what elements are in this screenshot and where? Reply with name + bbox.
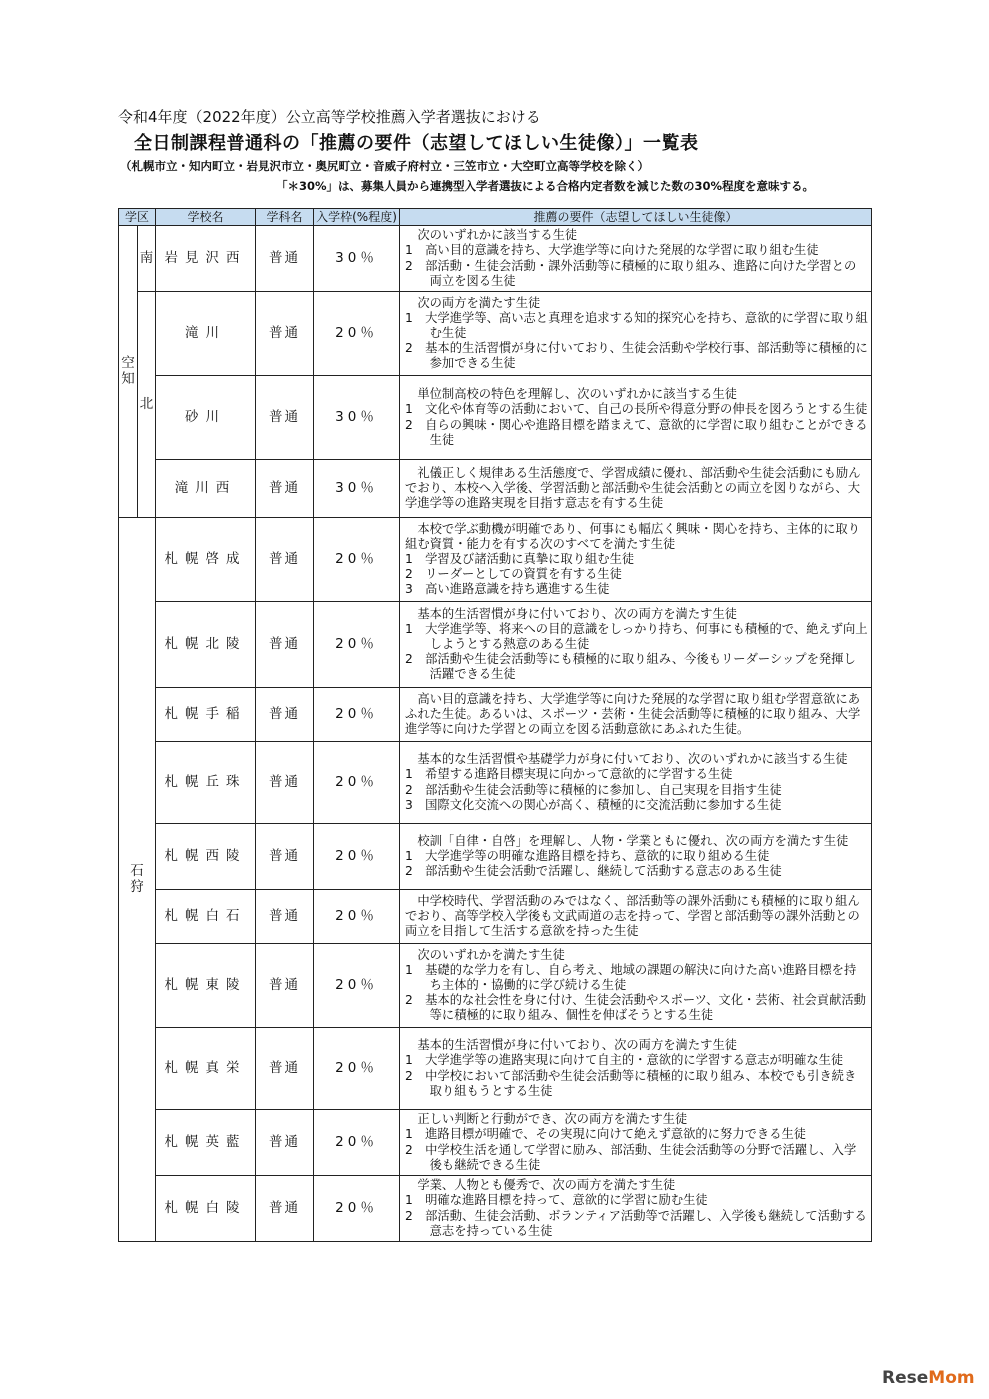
district-char: 石 bbox=[130, 863, 144, 880]
requirements-cell bbox=[400, 226, 872, 292]
requirement-line: 2 部活動や生徒会活動等にも積極的に取り組み、今後もリーダーシップを発揮し活躍できる生徒 bbox=[405, 652, 856, 682]
school-name: 札幌白石 bbox=[156, 890, 256, 944]
table-row bbox=[119, 1176, 872, 1242]
requirement-line: 2 基本的生活習慣が身に付いており、生徒会活動や学校行事、部活動等に積極的に参加できる生徒 bbox=[405, 341, 868, 371]
district-char: 北 bbox=[139, 395, 154, 412]
requirements-cell bbox=[400, 518, 872, 602]
requirement-line: 単位制高校の特色を理解し、次のいずれかに該当する生徒 bbox=[417, 387, 738, 402]
district-sorachi bbox=[119, 226, 138, 518]
requirement-line: 次の両方を満たす生徒 bbox=[417, 295, 541, 310]
table-row bbox=[119, 226, 872, 292]
school-name: 札幌東陵 bbox=[156, 944, 256, 1028]
requirement-line: 3 国際文化交流への関心が高く、積極的に交流活動に参加する生徒 bbox=[405, 797, 782, 812]
quota-note: 「＊30%」は、募集人員から連携型入学者選抜による合格内定者数を減じた数の30%程度を意味する。 bbox=[276, 179, 815, 193]
quota-value: 20％ bbox=[314, 890, 400, 944]
school-name: 札幌真栄 bbox=[156, 1028, 256, 1110]
table-row bbox=[119, 890, 872, 944]
requirement-line: 基本的生活習慣が身に付いており、次の両方を満たす生徒 bbox=[417, 606, 738, 621]
course-name: 普通 bbox=[256, 518, 314, 602]
requirement-line: 1 明確な進路目標を持って、意欲的に学習に励む生徒 bbox=[405, 1193, 708, 1208]
table-row bbox=[119, 292, 872, 376]
quota-value: 20％ bbox=[314, 1110, 400, 1176]
school-name: 札幌英藍 bbox=[156, 1110, 256, 1176]
table-row bbox=[119, 824, 872, 890]
header-district: 学区 bbox=[119, 209, 156, 226]
requirement-line: 2 自らの興味・関心や進路目標を踏まえて、意欲的に学習に取り組むことができる生徒 bbox=[405, 417, 868, 447]
requirement-line: 1 希望する進路目標実現に向かって意欲的に学習する生徒 bbox=[405, 767, 733, 782]
title-exclusions: （札幌市立・知内町立・岩見沢市立・奥尻町立・音威子府村立・三笠市立・大空町立高等学校を除く） bbox=[120, 159, 649, 173]
quota-value: 20％ bbox=[314, 944, 400, 1028]
course-name: 普通 bbox=[256, 292, 314, 376]
requirements-cell bbox=[400, 602, 872, 688]
school-name: 砂川 bbox=[156, 376, 256, 460]
requirement-line: 2 中学校生活を通して学習に励み、部活動、生徒会活動等の分野で活躍し、入学後も継続できる生徒 bbox=[405, 1142, 857, 1172]
requirement-line: 1 高い目的意識を持ち、大学進学等に向けた発展的な学習に取り組む生徒 bbox=[405, 243, 819, 258]
requirement-line: 2 部活動、生徒会活動、ボランティア活動等で活躍し、入学後も継続して活動する意志を持っている生徒 bbox=[405, 1208, 867, 1238]
requirement-line: 2 リーダーとしての資質を有する生徒 bbox=[405, 567, 622, 582]
course-name: 普通 bbox=[256, 226, 314, 292]
requirement-line: 基本的生活習慣が身に付いており、次の両方を満たす生徒 bbox=[417, 1038, 738, 1053]
requirement-line: 礼儀正しく規律ある生活態度で、学習成績に優れ、部活動や生徒会活動にも励んでおり、本校へ入学後、学習活動と部活動や生徒会活動との両立を図りながら、大学進学等の進路実現を目指す意志を有する生徒 bbox=[405, 465, 861, 511]
requirement-line: 1 学習及び諸活動に真摯に取り組む生徒 bbox=[405, 551, 635, 566]
requirement-line: 2 部活動や生徒会活動で活躍し、継続して活動する意志のある生徒 bbox=[405, 864, 782, 879]
school-name: 札幌丘珠 bbox=[156, 742, 256, 824]
table-row bbox=[119, 460, 872, 518]
course-name: 普通 bbox=[256, 1176, 314, 1242]
requirement-line: 2 中学校において部活動や生徒会活動等に積極的に取り組み、本校でも引き続き取り組もうとする生徒 bbox=[405, 1068, 857, 1098]
district-ishikari bbox=[119, 518, 156, 1242]
requirement-line: 校訓「自律・自啓」を理解し、人物・学業ともに優れ、次の両方を満たす生徒 bbox=[417, 833, 849, 848]
course-name: 普通 bbox=[256, 1110, 314, 1176]
requirement-line: 次のいずれかに該当する生徒 bbox=[417, 228, 578, 243]
requirement-line: 1 文化や体育等の活動において、自己の長所や得意分野の伸長を図ろうとする生徒 bbox=[405, 402, 868, 417]
requirements-cell bbox=[400, 688, 872, 742]
course-name: 普通 bbox=[256, 688, 314, 742]
requirement-line: 高い目的意識を持ち、大学進学等に向けた発展的な学習に取り組む学習意欲にあふれた生徒。あるいは、スポーツ・芸術・生徒会活動等に積極的に取り組み、大学進学等に向けた学習との両立を図る活動意欲にあふれた生徒。 bbox=[405, 691, 861, 737]
course-name: 普通 bbox=[256, 824, 314, 890]
course-name: 普通 bbox=[256, 944, 314, 1028]
header-quota: 入学枠(%程度) bbox=[314, 209, 400, 226]
requirements-cell bbox=[400, 824, 872, 890]
requirements-cell bbox=[400, 460, 872, 518]
subdistrict-minami bbox=[138, 226, 156, 292]
header-course: 学科名 bbox=[256, 209, 314, 226]
requirement-line: 1 大学進学等、高い志と真理を追求する知的探究心を持ち、意欲的に学習に取り組む生徒 bbox=[405, 310, 868, 340]
requirement-line: 1 大学進学等の明確な進路目標を持ち、意欲的に取り組める生徒 bbox=[405, 848, 770, 863]
quota-value: 30％ bbox=[314, 460, 400, 518]
course-name: 普通 bbox=[256, 602, 314, 688]
header-requirements: 推薦の要件（志望してほしい生徒像） bbox=[400, 209, 872, 226]
school-name: 岩見沢西 bbox=[156, 226, 256, 292]
school-name: 札幌手稲 bbox=[156, 688, 256, 742]
subdistrict-kita bbox=[138, 292, 156, 518]
requirement-line: 学業、人物とも優秀で、次の両方を満たす生徒 bbox=[417, 1178, 676, 1193]
requirement-line: 正しい判断と行動ができ、次の両方を満たす生徒 bbox=[417, 1112, 688, 1127]
table-row bbox=[119, 518, 872, 602]
table-row bbox=[119, 742, 872, 824]
requirement-line: 3 高い進路意識を持ち邁進する生徒 bbox=[405, 582, 610, 597]
title-line-1: 令和4年度（2022年度）公立高等学校推薦入学者選抜における bbox=[118, 108, 541, 126]
requirement-line: 1 大学進学等、将来への目的意識をしっかり持ち、何事にも積極的で、絶えず向上しようとする熱意のある生徒 bbox=[405, 621, 868, 651]
quota-value: 20％ bbox=[314, 292, 400, 376]
page-title: 全日制課程普通科の「推薦の要件（志望してほしい生徒像）」一覧表 bbox=[134, 133, 699, 154]
requirements-cell bbox=[400, 1110, 872, 1176]
quota-value: 30％ bbox=[314, 226, 400, 292]
table-header-row bbox=[119, 209, 872, 226]
table-row bbox=[119, 376, 872, 460]
quota-value: 30％ bbox=[314, 376, 400, 460]
quota-value: 20％ bbox=[314, 824, 400, 890]
requirements-cell bbox=[400, 944, 872, 1028]
requirements-cell bbox=[400, 376, 872, 460]
school-name: 滝川 bbox=[156, 292, 256, 376]
school-name: 札幌北陵 bbox=[156, 602, 256, 688]
table-row bbox=[119, 1028, 872, 1110]
requirements-cell bbox=[400, 1176, 872, 1242]
resemom-watermark: ReseMom bbox=[882, 1368, 975, 1388]
table-row bbox=[119, 944, 872, 1028]
district-char: 南 bbox=[139, 249, 154, 266]
quota-value: 20％ bbox=[314, 688, 400, 742]
requirement-line: 1 基礎的な学力を有し、自ら考え、地域の課題の解決に向けた高い進路目標を持ち主体的・協働的に学び続ける生徒 bbox=[405, 962, 857, 992]
district-char: 狩 bbox=[130, 878, 144, 895]
requirement-line: 基本的な生活習慣や基礎学力が身に付いており、次のいずれかに該当する生徒 bbox=[417, 752, 848, 767]
school-name: 札幌白陵 bbox=[156, 1176, 256, 1242]
school-name: 札幌啓成 bbox=[156, 518, 256, 602]
requirements-cell bbox=[400, 890, 872, 944]
quota-value: 20％ bbox=[314, 602, 400, 688]
header-school: 学校名 bbox=[156, 209, 256, 226]
requirement-line: 本校で学ぶ動機が明確であり、何事にも幅広く興味・関心を持ち、主体的に取り組む資質・能力を有する次のすべてを満たす生徒 bbox=[405, 521, 861, 551]
school-name: 滝川西 bbox=[156, 460, 256, 518]
requirement-line: 2 部活動や生徒会活動等に積極的に参加し、自己実現を目指す生徒 bbox=[405, 782, 782, 797]
requirements-cell bbox=[400, 1028, 872, 1110]
course-name: 普通 bbox=[256, 460, 314, 518]
course-name: 普通 bbox=[256, 742, 314, 824]
table-row bbox=[119, 1110, 872, 1176]
requirements-cell bbox=[400, 292, 872, 376]
quota-value: 20％ bbox=[314, 1176, 400, 1242]
requirement-line: 2 基本的な社会性を身に付け、生徒会活動やスポーツ、文化・芸術、社会貢献活動等に積極的に取り組み、個性を伸ばそうとする生徒 bbox=[405, 993, 866, 1023]
course-name: 普通 bbox=[256, 890, 314, 944]
course-name: 普通 bbox=[256, 1028, 314, 1110]
requirement-line: 中学校時代、学習活動のみではなく、部活動等の課外活動にも積極的に取り組んでおり、高等学校入学後も文武両道の志を持って、学習と部活動等の課外活動との両立を目指して生活する意欲を持った生徒 bbox=[405, 893, 860, 939]
requirement-line: 2 部活動・生徒会活動・課外活動等に積極的に取り組み、進路に向けた学習との両立を図る生徒 bbox=[405, 258, 857, 288]
table-row bbox=[119, 688, 872, 742]
school-name: 札幌西陵 bbox=[156, 824, 256, 890]
requirements-cell bbox=[400, 742, 872, 824]
requirement-line: 1 進路目標が明確で、その実現に向けて絶えず意欲的に努力できる生徒 bbox=[405, 1127, 807, 1142]
quota-value: 20％ bbox=[314, 742, 400, 824]
table-row bbox=[119, 602, 872, 688]
course-name: 普通 bbox=[256, 376, 314, 460]
requirement-line: 次のいずれかを満たす生徒 bbox=[417, 947, 565, 962]
district-char: 知 bbox=[121, 370, 135, 387]
recommendation-table bbox=[118, 208, 872, 1242]
district-char: 空 bbox=[121, 355, 135, 372]
quota-value: 20％ bbox=[314, 1028, 400, 1110]
quota-value: 20％ bbox=[314, 518, 400, 602]
requirement-line: 1 大学進学等の進路実現に向けて自主的・意欲的に学習する意志が明確な生徒 bbox=[405, 1053, 844, 1068]
